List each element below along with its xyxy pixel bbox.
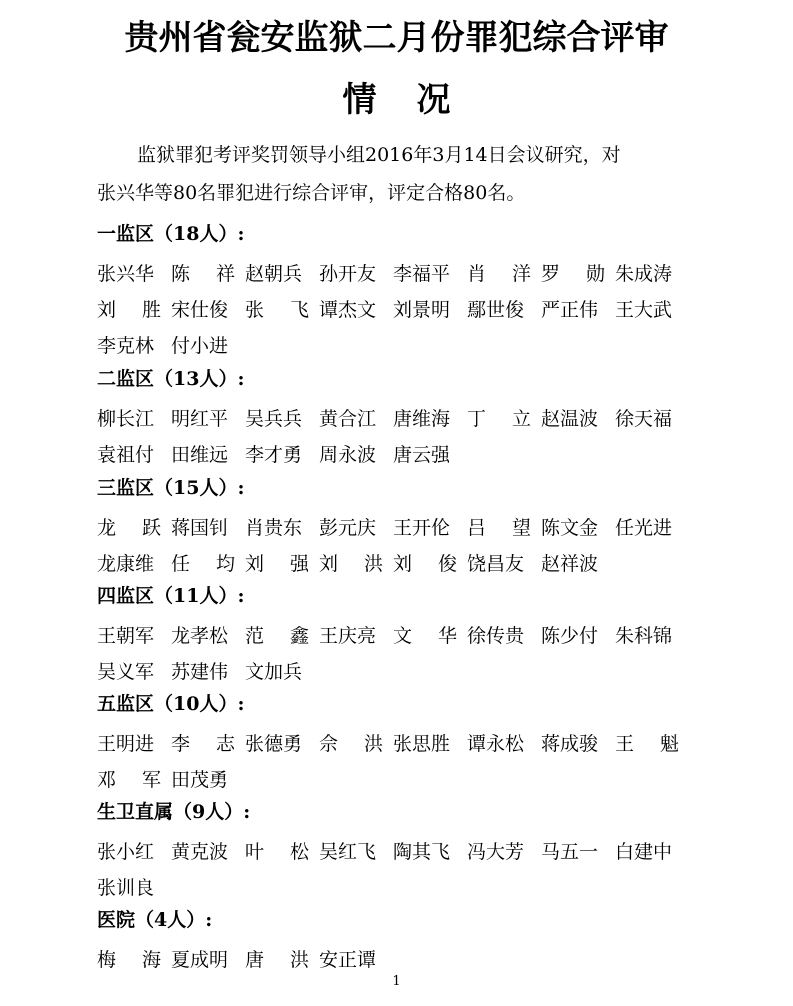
name-row [97,942,697,978]
person-name: 白建中 [615,841,673,863]
document-title: 贵州省瓮安监狱二月份罪犯综合评审 [124,18,669,58]
person-name: 黄合江 [319,408,377,430]
person-name: 刘景明 [393,299,451,321]
page-number: 1 [392,974,401,989]
person-name: 刘 胜 [97,299,161,321]
section-heading: 二监区（13人）: [97,368,245,390]
person-name: 谭杰文 [319,299,377,321]
person-name: 刘 俊 [393,553,457,575]
section-name-list [97,834,697,906]
person-name: 冯大芳 [467,841,525,863]
person-name: 李福平 [393,263,451,285]
name-row [97,762,697,798]
person-name: 鄢世俊 [467,299,525,321]
section-name-list [97,618,697,690]
person-name: 田茂勇 [171,769,229,791]
name-row [97,328,697,364]
person-name: 王 魁 [615,733,679,755]
person-name: 佘 洪 [319,733,383,755]
person-name: 王朝军 [97,625,155,647]
person-name: 李 志 [171,733,235,755]
person-name: 孙开友 [319,263,377,285]
person-name: 龙 跃 [97,517,161,539]
person-name: 梅 海 [97,949,161,971]
person-name: 罗 勋 [541,263,605,285]
person-name: 朱成涛 [615,263,673,285]
person-name: 陈 祥 [171,263,235,285]
person-name: 严正伟 [541,299,599,321]
person-name: 吴兵兵 [245,408,303,430]
person-name: 张思胜 [393,733,451,755]
person-name: 赵祥波 [541,553,599,575]
name-row [97,401,697,437]
person-name: 彭元庆 [319,517,377,539]
person-name: 龙康维 [97,553,155,575]
person-name: 李才勇 [245,444,303,466]
section-name-list [97,942,697,978]
section-heading: 四监区（11人）: [97,585,245,607]
person-name: 安正谭 [319,949,377,971]
section-heading: 一监区（18人）: [97,223,245,245]
person-name: 吴红飞 [319,841,377,863]
person-name: 吕 望 [467,517,531,539]
person-name: 袁祖付 [97,444,155,466]
person-name: 唐 洪 [245,949,309,971]
person-name: 赵温波 [541,408,599,430]
person-name: 唐云强 [393,444,451,466]
person-name: 叶 松 [245,841,309,863]
person-name: 任光进 [615,517,673,539]
name-row [97,437,697,473]
person-name: 王庆亮 [319,625,377,647]
person-name: 黄克波 [171,841,229,863]
name-row [97,726,697,762]
person-name: 邓 军 [97,769,161,791]
person-name: 王大武 [615,299,673,321]
name-row [97,654,697,690]
person-name: 周永波 [319,444,377,466]
person-name: 文加兵 [245,661,303,683]
intro-paragraph-line-1: 监狱罪犯考评奖罚领导小组2016年3月14日会议研究，对 [137,144,621,166]
name-row [97,618,697,654]
person-name: 刘 强 [245,553,309,575]
section-heading: 五监区（10人）: [97,693,245,715]
person-name: 夏成明 [171,949,229,971]
person-name: 徐传贵 [467,625,525,647]
person-name: 徐天福 [615,408,673,430]
section-name-list [97,726,697,798]
person-name: 肖 洋 [467,263,531,285]
person-name: 苏建伟 [171,661,229,683]
name-row [97,546,697,582]
person-name: 付小进 [171,335,229,357]
name-row [97,870,697,906]
person-name: 蒋成骏 [541,733,599,755]
person-name: 朱科锦 [615,625,673,647]
person-name: 王开伦 [393,517,451,539]
section-name-list [97,510,697,582]
person-name: 赵朝兵 [245,263,303,285]
person-name: 李克林 [97,335,155,357]
person-name: 蒋国钊 [171,517,229,539]
person-name: 田维远 [171,444,229,466]
person-name: 马五一 [541,841,599,863]
section-heading: 三监区（15人）: [97,477,245,499]
person-name: 明红平 [171,408,229,430]
person-name: 陈少付 [541,625,599,647]
section-name-list [97,256,697,364]
section-name-list [97,401,697,473]
person-name: 唐维海 [393,408,451,430]
person-name: 陶其飞 [393,841,451,863]
person-name: 饶昌友 [467,553,525,575]
name-row [97,292,697,328]
person-name: 张德勇 [245,733,303,755]
document-title-continuation: 情况 [342,80,491,120]
person-name: 张兴华 [97,263,155,285]
person-name: 刘 洪 [319,553,383,575]
section-heading: 医院（4人）: [97,909,213,931]
person-name: 柳长江 [97,408,155,430]
section-heading: 生卫直属（9人）: [97,801,251,823]
person-name: 任 均 [171,553,235,575]
person-name: 宋仕俊 [171,299,229,321]
person-name: 龙孝松 [171,625,229,647]
person-name: 王明进 [97,733,155,755]
intro-paragraph-line-2: 张兴华等80名罪犯进行综合评审，评定合格80名。 [97,182,526,204]
person-name: 范 鑫 [245,625,309,647]
person-name: 张 飞 [245,299,309,321]
name-row [97,834,697,870]
person-name: 陈文金 [541,517,599,539]
person-name: 肖贵东 [245,517,303,539]
person-name: 张小红 [97,841,155,863]
name-row [97,256,697,292]
person-name: 丁 立 [467,408,531,430]
person-name: 张训良 [97,877,155,899]
name-row [97,510,697,546]
person-name: 文 华 [393,625,457,647]
person-name: 谭永松 [467,733,525,755]
person-name: 吴义军 [97,661,155,683]
